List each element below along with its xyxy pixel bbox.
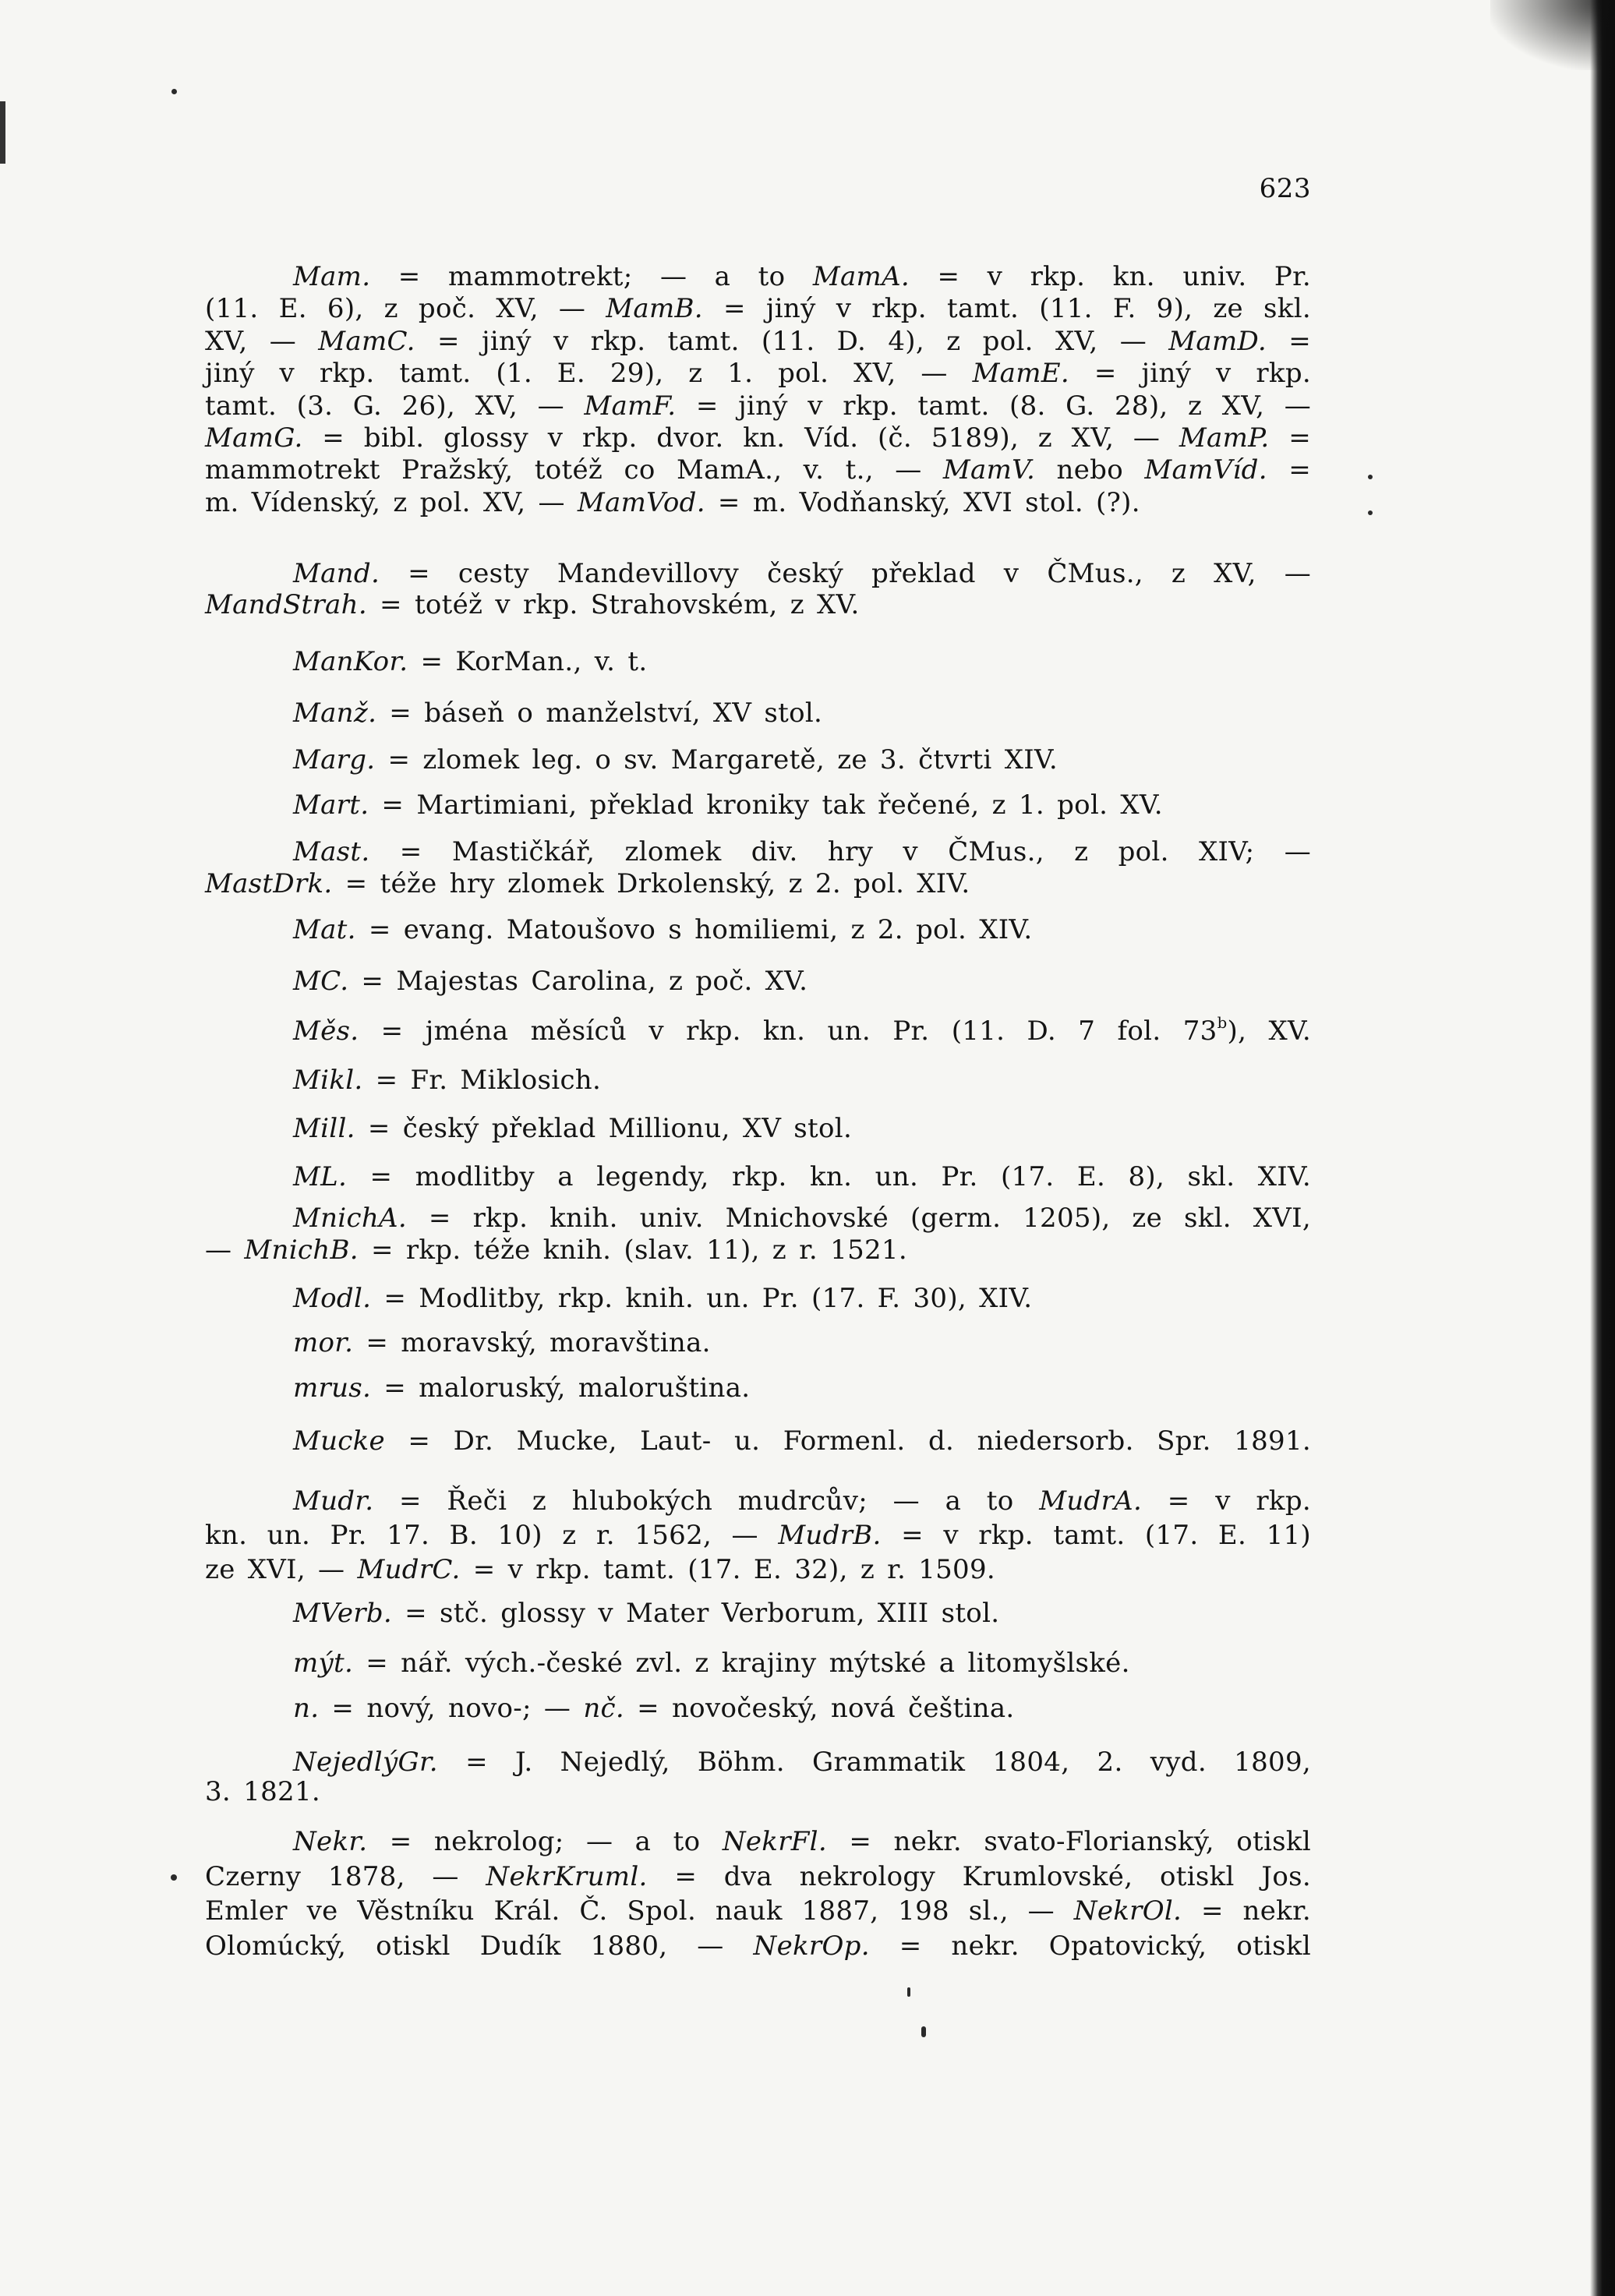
definition-text: = evang. Matoušovo s homiliemi, z 2. pol. XIV. xyxy=(355,914,1033,945)
entry-line xyxy=(205,261,1311,293)
entry-line xyxy=(205,966,1311,998)
definition-text: = novočeský, nová čeština. xyxy=(624,1693,1015,1724)
definition-text: Emler ve Věstníku Král. Č. Spol. nauk 1887, 198 sl., — xyxy=(205,1895,1074,1927)
entry-line xyxy=(205,1693,1311,1725)
definition-text: = J. Nejedlý, Böhm. Grammatik 1804, 2. vyd. 1809, xyxy=(437,1747,1311,1778)
entry-line xyxy=(205,836,1311,868)
definition-text: Czerny 1878, — xyxy=(205,1860,486,1892)
entry-n xyxy=(205,1693,1311,1725)
scan-edge-mark xyxy=(0,101,5,164)
scan-border-right xyxy=(1590,0,1615,2296)
definition-text: Olomúcký, otiskl Dudík 1880, — xyxy=(205,1930,754,1962)
superscript: b xyxy=(1217,1014,1228,1033)
abbreviation: NekrFl. xyxy=(722,1826,827,1857)
abbreviation: Nekr. xyxy=(293,1826,368,1857)
abbreviation: MamP. xyxy=(1179,422,1270,454)
scan-speck xyxy=(171,1874,177,1881)
definition-text: m. Vídenský, z pol. XV, — xyxy=(205,486,578,518)
definition-text: mammotrekt Pražský, totéž co MamA., v. t., — xyxy=(205,454,943,486)
definition-text: = v rkp. kn. univ. Pr. xyxy=(910,261,1311,292)
abbreviation: Modl. xyxy=(293,1283,372,1314)
entry-line xyxy=(205,1824,1311,1860)
entry-line xyxy=(205,1113,1311,1145)
definition-text: = jiný v rkp. tamt. (11. F. 9), ze skl. xyxy=(702,293,1311,325)
entry-line xyxy=(205,1598,1311,1630)
entry-line xyxy=(205,454,1311,486)
definition-text: = jiný v rkp. tamt. (8. G. 28), z XV, — xyxy=(676,390,1311,422)
entry-line xyxy=(205,1518,1311,1552)
abbreviation: mýt. xyxy=(293,1648,354,1679)
abbreviation: MamV. xyxy=(942,454,1036,486)
definition-text: = m. Vodňanský, XVI stol. (?). xyxy=(705,486,1140,518)
definition-text: = totéž v rkp. Strahovském, z XV. xyxy=(366,589,860,620)
abbreviation: Mand. xyxy=(293,558,380,589)
abbreviation: Mudr. xyxy=(293,1485,374,1517)
abbreviation: Měs. xyxy=(293,1016,359,1047)
abbreviation: MnichB. xyxy=(244,1235,359,1266)
abbreviation: Mart. xyxy=(293,789,369,821)
entry-mill xyxy=(205,1113,1311,1145)
abbreviation: MamG. xyxy=(205,422,303,454)
definition-text: kn. un. Pr. 17. B. 10) z r. 1562, — xyxy=(205,1520,779,1551)
definition-text: = v rkp. tamt. (17. E. 32), z r. 1509. xyxy=(460,1554,996,1585)
entry-line xyxy=(205,589,1311,620)
definition-text: = rkp. knih. univ. Mnichovské (germ. 1205), ze skl. XVI, xyxy=(407,1203,1311,1234)
definition-text: = rkp. téže knih. (slav. 11), z r. 1521. xyxy=(358,1235,907,1266)
abbreviation: Mat. xyxy=(293,914,356,945)
entry-line xyxy=(205,1747,1311,1777)
abbreviation: MudrB. xyxy=(778,1520,882,1551)
entry-line xyxy=(205,1777,1311,1807)
scan-speck xyxy=(921,2026,926,2037)
definition-text: = nekrolog; — a to xyxy=(367,1826,723,1857)
entry-mudr xyxy=(205,1484,1311,1587)
abbreviation: Manž. xyxy=(293,698,377,729)
entry-marg xyxy=(205,744,1311,776)
definition-text: (11. E. 6), z poč. XV, — xyxy=(205,293,606,325)
entry-line xyxy=(205,1065,1311,1097)
definition-text: = báseň o manželství, XV stol. xyxy=(376,698,823,729)
definition-text: — xyxy=(205,1235,245,1266)
definition-text: = mammotrekt; — a to xyxy=(370,261,813,292)
abbreviation: mrus. xyxy=(293,1372,372,1404)
page-number: 623 xyxy=(1259,173,1311,204)
entry-modl xyxy=(205,1283,1311,1315)
entry-mast xyxy=(205,836,1311,901)
entry-line xyxy=(205,646,1311,678)
definition-text: ze XVI, — xyxy=(205,1554,358,1585)
abbreviation: nč. xyxy=(583,1693,624,1724)
abbreviation: MnichA. xyxy=(293,1203,407,1234)
definition-text: = zlomek leg. o sv. Margaretě, ze 3. čtvrti XIV. xyxy=(375,744,1058,775)
definition-text: = modlitby a legendy, rkp. kn. un. Pr. (17. E. 8), skl. XIV. xyxy=(347,1161,1311,1192)
scan-corner-shadow xyxy=(1490,0,1615,70)
entry-mucke xyxy=(205,1425,1311,1457)
definition-text: = nekr. Opatovický, otiskl xyxy=(869,1930,1311,1962)
entry-line xyxy=(205,358,1311,390)
definition-text: = xyxy=(1269,422,1311,454)
definition-text: = xyxy=(1266,325,1312,357)
abbreviation: MudrC. xyxy=(357,1554,461,1585)
definition-text: = jiný v rkp. tamt. (11. D. 4), z pol. XV, — xyxy=(415,325,1169,357)
entry-mrus xyxy=(205,1372,1311,1404)
abbreviation: ManKor. xyxy=(293,646,408,677)
entry-line xyxy=(205,293,1311,325)
abbreviation: Mikl. xyxy=(293,1065,363,1096)
abbreviation: MamVíd. xyxy=(1144,454,1267,486)
definition-text: = moravský, moravština. xyxy=(353,1327,711,1358)
scan-speck xyxy=(907,1987,910,1997)
definition-text: = Dr. Mucke, Laut- u. Formenl. d. niedersorb. Spr. 1891. xyxy=(384,1425,1311,1457)
entry-line xyxy=(205,1161,1311,1193)
entry-line xyxy=(205,1484,1311,1518)
abbreviation: MamE. xyxy=(972,358,1070,390)
definition-text: = stč. glossy v Mater Verborum, XIII stol. xyxy=(392,1598,1000,1629)
entry-line xyxy=(205,1929,1311,1964)
entry-mikl xyxy=(205,1065,1311,1097)
abbreviation: MamF. xyxy=(584,390,677,422)
entry-line xyxy=(205,1372,1311,1404)
definition-text: = v rkp. tamt. (17. E. 11) xyxy=(881,1520,1311,1551)
abbreviation: Mam. xyxy=(293,261,371,292)
scan-speck xyxy=(171,89,177,94)
definition-text: = nový, novo-; — xyxy=(319,1693,584,1724)
definition-text: = jiný v rkp. xyxy=(1069,358,1311,390)
definition-text: = Fr. Miklosich. xyxy=(362,1065,602,1096)
entry-line xyxy=(205,558,1311,589)
abbreviation: NekrOp. xyxy=(753,1930,870,1962)
definition-text: = Majestas Carolina, z poč. XV. xyxy=(348,966,808,997)
abbreviation: MamVod. xyxy=(577,486,705,518)
entry-line xyxy=(205,1283,1311,1315)
entry-mat xyxy=(205,914,1311,946)
entry-line xyxy=(205,390,1311,422)
definition-text: = dva nekrology Krumlovské, otiskl Jos. xyxy=(647,1860,1311,1892)
entry-line xyxy=(205,1016,1311,1047)
abbreviation: mor. xyxy=(293,1327,354,1358)
entry-mankor xyxy=(205,646,1311,678)
definition-text: tamt. (3. G. 26), XV, — xyxy=(205,390,585,422)
definition-text: = xyxy=(1267,454,1312,486)
definition-text: = jména měsíců v rkp. kn. un. Pr. (11. D. 7 fol. 73 xyxy=(359,1016,1217,1047)
definition-text: = Martimiani, překlad kroniky tak řečené, z 1. pol. XV. xyxy=(369,789,1163,821)
entry-line xyxy=(205,789,1311,821)
abbreviation: MamC. xyxy=(318,325,415,357)
entry-mam xyxy=(205,261,1311,519)
definition-text: = nekr. xyxy=(1182,1895,1311,1927)
definition-text: = téže hry zlomek Drkolenský, z 2. pol. XIV. xyxy=(332,868,970,900)
abbreviation: MVerb. xyxy=(293,1598,392,1629)
entry-mverb xyxy=(205,1598,1311,1630)
entry-mand xyxy=(205,558,1311,620)
abbreviation: NekrKruml. xyxy=(486,1860,648,1892)
scan-speck xyxy=(1368,510,1373,515)
definition-text: = nekr. svato-Florianský, otiskl xyxy=(826,1826,1311,1857)
definition-text: = v rkp. xyxy=(1142,1485,1311,1517)
entry-manz xyxy=(205,698,1311,729)
abbreviation: Mucke xyxy=(293,1425,385,1457)
definition-text: = cesty Mandevillovy český překlad v ČMus., z XV, — xyxy=(380,558,1311,589)
entry-mc xyxy=(205,966,1311,998)
abbreviation: MudrA. xyxy=(1039,1485,1143,1517)
entry-mart xyxy=(205,789,1311,821)
scan-speck xyxy=(1368,475,1373,479)
abbreviation: NejedlýGr. xyxy=(293,1747,438,1778)
abbreviation: MamB. xyxy=(606,293,703,325)
entry-line xyxy=(205,1235,1311,1266)
entry-mes xyxy=(205,1016,1311,1047)
entry-mor xyxy=(205,1327,1311,1359)
abbreviation: MC. xyxy=(293,966,349,997)
entry-line xyxy=(205,914,1311,946)
definition-text: = Řeči z hlubokých mudrcův; — a to xyxy=(373,1485,1040,1517)
entry-line xyxy=(205,487,1311,519)
entry-mnicha xyxy=(205,1203,1311,1267)
definition-text: = nář. vých.-české zvl. z krajiny mýtské a litomyšlské. xyxy=(353,1648,1130,1679)
definition-text: XV, — xyxy=(205,325,319,357)
abbreviation: Mast. xyxy=(293,836,370,867)
abbreviation: n. xyxy=(293,1693,320,1724)
entry-line xyxy=(205,1894,1311,1929)
definition-text: = maloruský, maloruština. xyxy=(371,1372,751,1404)
abbreviation: MandStrah. xyxy=(205,589,367,620)
entry-ml xyxy=(205,1161,1311,1193)
abbreviation: ML. xyxy=(293,1161,348,1192)
abbreviation: MamD. xyxy=(1168,325,1267,357)
definition-text: = bibl. glossy v rkp. dvor. kn. Víd. (č. 5189), z XV, — xyxy=(302,422,1179,454)
definition-text: = Mastičkář, zlomek div. hry v ČMus., z pol. XIV; — xyxy=(369,836,1311,867)
entry-line xyxy=(205,698,1311,729)
definition-text: = český překlad Millionu, XV stol. xyxy=(355,1113,853,1144)
entry-line xyxy=(205,868,1311,900)
definition-text: 3. 1821. xyxy=(205,1776,320,1807)
entry-nekr xyxy=(205,1824,1311,1963)
abbreviation: NekrOl. xyxy=(1073,1895,1182,1927)
entry-line xyxy=(205,1425,1311,1457)
definition-text: jiný v rkp. tamt. (1. E. 29), z 1. pol. XV, — xyxy=(205,358,973,390)
definition-text: ), XV. xyxy=(1227,1016,1311,1047)
definition-text: = KorMan., v. t. xyxy=(408,646,648,677)
entry-line xyxy=(205,1327,1311,1359)
entry-myt xyxy=(205,1648,1311,1680)
entry-nejedlygr xyxy=(205,1747,1311,1807)
entry-line xyxy=(205,1648,1311,1680)
definition-text: nebo xyxy=(1035,454,1145,486)
abbreviation: MamA. xyxy=(812,261,910,292)
entry-line xyxy=(205,326,1311,358)
entry-line xyxy=(205,422,1311,454)
abbreviation: MastDrk. xyxy=(205,868,333,900)
definition-text: = Modlitby, rkp. knih. un. Pr. (17. F. 30), XIV. xyxy=(371,1283,1033,1314)
entry-line xyxy=(205,1552,1311,1587)
entry-line xyxy=(205,1860,1311,1895)
abbreviation: Mill. xyxy=(293,1113,355,1144)
entry-line xyxy=(205,744,1311,776)
entry-line xyxy=(205,1203,1311,1235)
abbreviation: Marg. xyxy=(293,744,376,775)
